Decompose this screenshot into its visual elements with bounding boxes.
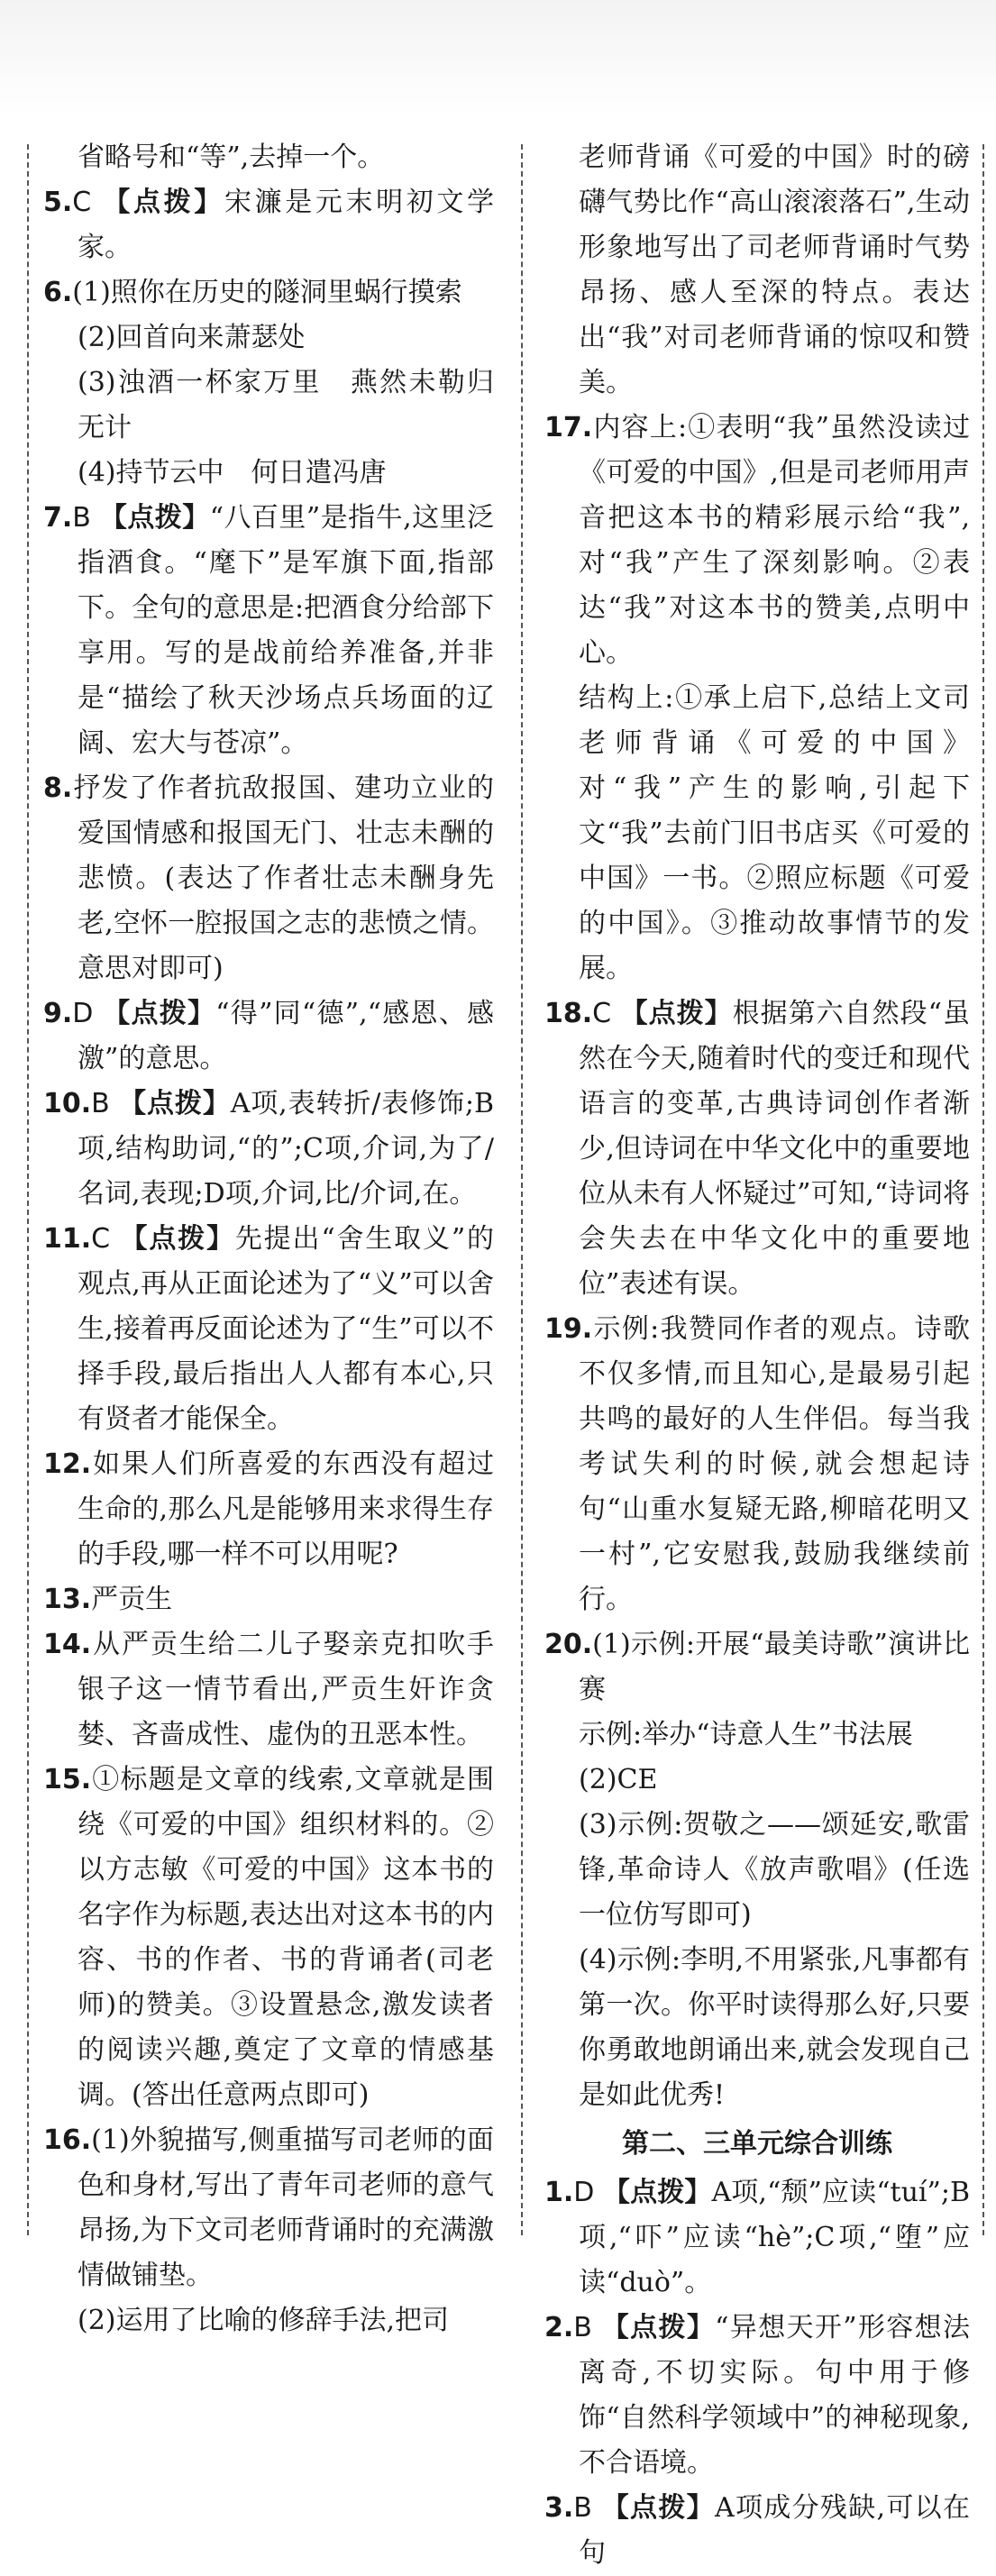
answer-choice: C [592, 998, 612, 1029]
question-number: 5. [43, 187, 73, 218]
answer-choice: B [91, 1088, 110, 1119]
answer-17 [544, 406, 970, 991]
answer-line: 示例:举办“诗意人生”书法展 [579, 1719, 913, 1750]
answer-text: ①标题是文章的线索,文章就是围绕《可爱的中国》组织材料的。②以方志敏《可爱的中国》这本书的名字作为标题,表达出对这本书的内容、书的作者、书的背诵者(司老师)的赞美。③设置悬念,激发读者的阅读兴趣,奠定了文章的情感基调。(答出任意两点即可) [78, 1764, 494, 2111]
answer-text: 先提出“舍生取义”的观点,再从正面论述为了“义”可以舍生,接着再反面论述为了“生”可以不择手段,最后指出人人都有本心,只有贤者才能保全。 [78, 1223, 494, 1435]
answer-text: 严贡生 [91, 1584, 173, 1615]
hint-tag: 【点拨】 [103, 187, 224, 218]
question-number: 2. [544, 2312, 574, 2343]
answer-12 [43, 1442, 494, 1577]
section-answer-1 [544, 2170, 970, 2306]
hint-tag: 【点拨】 [620, 998, 733, 1029]
answer-18 [544, 991, 970, 1307]
hint-tag: 【点拨】 [103, 998, 216, 1029]
left-margin-rule [27, 144, 29, 2235]
answer-16 [43, 2118, 494, 2343]
question-number: 13. [43, 1584, 92, 1615]
answer-line: (3)浊酒一杯家万里 燕然未勒归无计 [78, 367, 494, 443]
answer-6 [43, 270, 494, 496]
answer-5 [43, 180, 494, 270]
right-margin-rule [982, 144, 984, 2235]
left-column [43, 135, 494, 2343]
answer-text: A项成分残缺,可以在句 [579, 2492, 970, 2569]
answer-line: 内容上:①表明“我”虽然没读过《可爱的中国》,但是司老师用声音把这本书的精彩展示给“我”,对“我”产生了深刻影响。②表达“我”对这本书的赞美,点明中心。 [579, 412, 970, 669]
question-number: 15. [43, 1764, 92, 1795]
question-number: 17. [544, 412, 593, 443]
answer-text: A项,“颓”应读“tuí”;B项,“吓”应读“hè”;C项,“堕”应读“duò”。 [579, 2177, 970, 2298]
question-number: 10. [43, 1088, 92, 1119]
question-number: 16. [43, 2124, 92, 2156]
answer-line: (1)示例:开展“最美诗歌”演讲比赛 [579, 1629, 970, 1705]
answer-line: (4)持节云中 何日遣冯唐 [78, 457, 387, 489]
answer-choice: B [573, 2312, 592, 2343]
hint-tag: 【点拨】 [99, 502, 210, 534]
section-answer-2 [544, 2306, 970, 2486]
answer-line: (2)运用了比喻的修辞手法,把司 [78, 2305, 450, 2336]
hint-tag: 【点拨】 [119, 1088, 231, 1119]
answer-text: 从严贡生给二儿子娶亲克扣吹手银子这一情节看出,严贡生奸诈贪婪、吝啬成性、虚伪的丑恶本性。 [78, 1629, 494, 1750]
answer-choice: D [72, 998, 94, 1029]
question-number: 20. [544, 1629, 593, 1660]
question-number: 12. [43, 1448, 92, 1480]
answer-14 [43, 1622, 494, 1758]
continued-text: 老师背诵《可爱的中国》时的磅礴气势比作“高山滚滚落石”,生动形象地写出了司老师背诵时气势昂扬、感人至深的特点。表达出“我”对司老师背诵的惊叹和赞美。 [579, 142, 970, 398]
answer-line: (4)示例:李明,不用紧张,凡事都有第一次。你平时读得那么好,只要你勇敢地朗诵出来,就会发现自己是如此优秀! [579, 1944, 970, 2111]
question-number: 14. [43, 1629, 92, 1660]
question-number: 3. [544, 2492, 574, 2524]
right-column [544, 135, 970, 2576]
question-number: 11. [43, 1223, 92, 1255]
question-number: 18. [544, 998, 593, 1029]
section-answer-3 [544, 2486, 970, 2576]
question-number: 1. [544, 2177, 574, 2208]
answer-15 [43, 1758, 494, 2118]
answer-text: 示例:我赞同作者的观点。诗歌不仅多情,而且知心,是最易引起共鸣的最好的人生伴侣。每当我考试失利的时候,就会想起诗句“山重水复疑无路,柳暗花明又一村”,它安慰我,鼓励我继续前行。 [579, 1313, 970, 1615]
answer-20 [544, 1622, 970, 2118]
question-number: 8. [43, 772, 73, 804]
hint-tag: 【点拨】 [120, 1223, 235, 1255]
answer-line: 结构上:①承上启下,总结上文司老师背诵《可爱的中国》对“我”产生的影响,引起下文“我”去前门旧书店买《可爱的中国》一书。②照应标题《可爱的中国》。③推动故事情节的发展。 [579, 682, 970, 984]
answer-choice: B [573, 2492, 592, 2524]
hint-tag: 【点拨】 [601, 2492, 715, 2524]
answer-choice: C [72, 187, 92, 218]
answer-13 [43, 1577, 494, 1622]
column-divider [521, 144, 523, 2235]
answer-text: “八百里”是指牛,这里泛指酒食。“麾下”是军旗下面,指部下。全句的意思是:把酒食分给部下享用。写的是战前给养准备,并非是“描绘了秋天沙场点兵场面的辽阔、宏大与苍凉”。 [78, 502, 494, 759]
answer-9 [43, 991, 494, 1082]
answer-text: A项,表转折/表修饰;B项,结构助词,“的”;C项,介词,为了/名词,表现;D项,介词,比/介词,在。 [78, 1088, 494, 1210]
section-title: 第二、三单元综合训练 [622, 2128, 892, 2160]
hint-tag: 【点拨】 [603, 2177, 712, 2208]
answer-19 [544, 1307, 970, 1622]
answer-choice: C [91, 1223, 111, 1255]
answer-text: 根据第六自然段“虽然在今天,随着时代的变迁和现代语言的变革,古典诗词创作者渐少,但诗词在中华文化中的重要地位从未有人怀疑过”可知,“诗词将会失去在中华文化中的重要地位”表述有误。 [579, 998, 970, 1300]
answer-text: “异想天开”形容想法离奇,不切实际。句中用于修饰“自然科学领域中”的神秘现象,不合语境。 [579, 2312, 970, 2479]
continued-text: 省略号和“等”,去掉一个。 [78, 142, 385, 173]
answer-11 [43, 1217, 494, 1442]
question-number: 7. [43, 502, 73, 534]
answer-text: “得”同“德”,“感恩、感激”的意思。 [78, 998, 494, 1074]
answer-10 [43, 1082, 494, 1217]
answer-choice: D [573, 2177, 595, 2208]
question-number: 9. [43, 998, 73, 1029]
answer-line: (2)CE [579, 1764, 658, 1795]
question-number: 19. [544, 1313, 593, 1345]
page-top-shadow [0, 0, 996, 117]
hint-tag: 【点拨】 [601, 2312, 716, 2343]
answer-choice: B [72, 502, 91, 534]
answer-8 [43, 766, 494, 991]
question-number: 6. [43, 277, 73, 308]
answer-line: (1)外貌描写,侧重描写司老师的面色和身材,写出了青年司老师的意气昂扬,为下文司老师背诵时的充满激情做铺垫。 [78, 2124, 494, 2291]
answer-line: (2)回首向来萧瑟处 [78, 322, 306, 353]
answer-text: 宋濂是元末明初文学家。 [78, 187, 494, 263]
answer-7 [43, 496, 494, 766]
answer-line: (3)示例:贺敬之——颂延安,歌雷锋,革命诗人《放声歌唱》(任选一位仿写即可) [579, 1809, 970, 1931]
answer-text: 抒发了作者抗敌报国、建功立业的爱国情感和报国无门、壮志未酬的悲愤。(表达了作者壮志未酬身先老,空怀一腔报国之志的悲愤之情。意思对即可) [72, 772, 494, 984]
answer-line: (1)照你在历史的隧洞里蜗行摸索 [72, 277, 462, 308]
answer-text: 如果人们所喜爱的东西没有超过生命的,那么凡是能够用来求得生存的手段,哪一样不可以用呢? [78, 1448, 494, 1570]
